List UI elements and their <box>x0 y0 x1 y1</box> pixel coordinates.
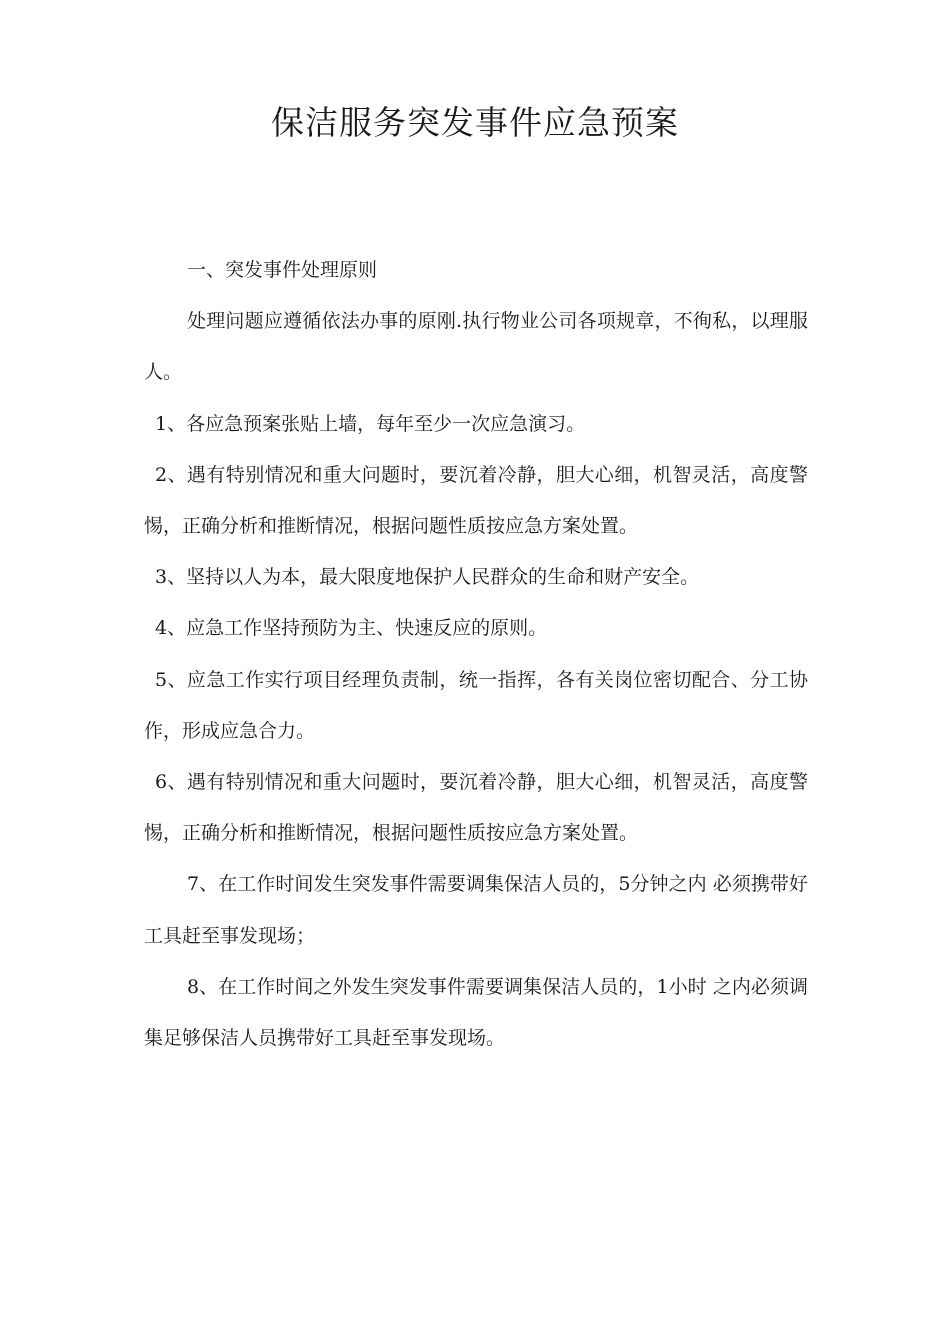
paragraph-principle: 处理问题应遵循依法办事的原刚.执行物业公司各项规章，不徇私，以理服人。 <box>144 310 808 384</box>
document-title: 保洁服务突发事件应急预案 <box>271 103 679 142</box>
list-item-1: 1、各应急预案张贴上墙，每年至少一次应急演习。 <box>155 412 586 435</box>
list-item-7: 7、在工作时间发生突发事件需要调集保洁人员的，5分钟之内 必须携带好工具赶至事发现场； <box>144 873 808 947</box>
list-item-5: 5、应急工作实行项目经理负责制，统一指挥，各有关岗位密切配合、分工协作，形成应急合力。 <box>144 668 808 742</box>
document-body <box>144 245 808 1064</box>
section-heading: 一、突发事件处理原则 <box>187 259 378 281</box>
list-item-8: 8、在工作时间之外发生突发事件需要调集保洁人员的，1小时 之内必须调集足够保洁人员携带好工具赶至事发现场。 <box>144 975 808 1050</box>
list-item-3: 3、坚持以人为本，最大限度地保护人民群众的生命和财产安全。 <box>155 566 700 589</box>
list-item-2: 2、遇有特别情况和重大问题时，要沉着冷静，胆大心细，机智灵活，高度警惕，正确分析和推断情况，根据问题性质按应急方案处置。 <box>144 463 808 538</box>
list-item-6: 6、遇有特别情况和重大问题时，要沉着冷静，胆大心细，机智灵活，高度警惕，正确分析和推断情况，根据问题性质按应急方案处置。 <box>144 771 808 845</box>
list-item-4: 4、应急工作坚持预防为主、快速反应的原则。 <box>155 617 548 640</box>
